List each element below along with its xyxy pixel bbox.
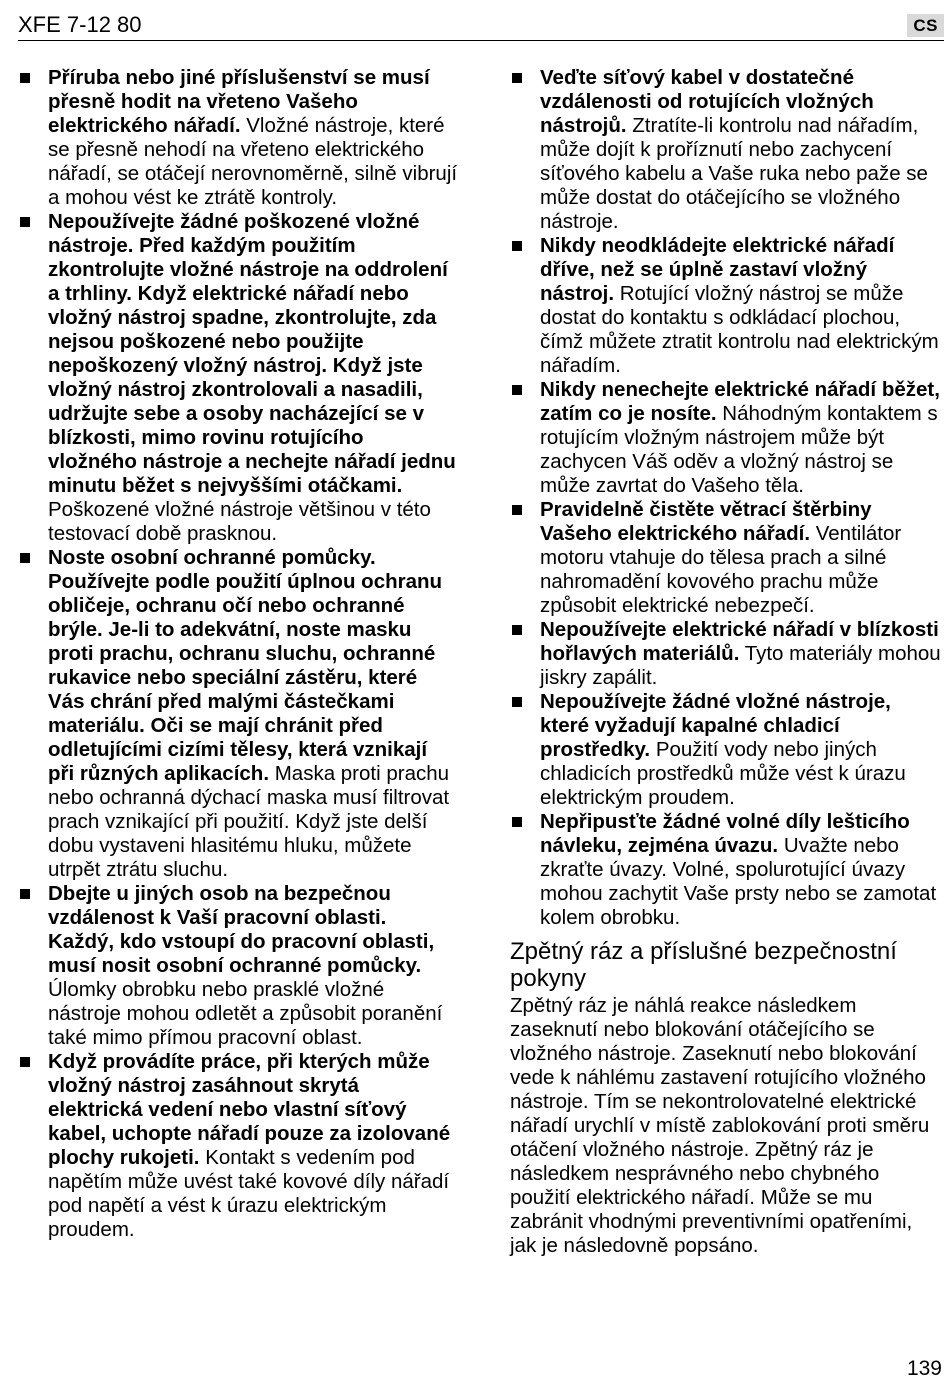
safety-item [510, 810, 942, 930]
safety-item [510, 234, 942, 378]
item-text: Vložné nástroje, které se přesně nehodí na vřeteno elektrického nářadí, se otáčejí nerovnoměrně, silně vibrují a mohou vést ke ztrátě kontroly. [48, 114, 458, 209]
item-bold-text: Nikdy neodkládejte elektrické nářadí dříve, než se úplně zastaví vložný nástroj. [540, 234, 895, 305]
item-bold-text: Veďte síťový kabel v dostatečné vzdálenosti od rotujících vložných nástrojů. [540, 66, 874, 137]
bullet-icon [20, 889, 30, 899]
bullet-icon [20, 1057, 30, 1067]
bullet-icon [512, 817, 522, 827]
item-bold-text: Pravidelně čistěte větrací štěrbiny Vašeho elektrického nářadí. [540, 498, 872, 545]
item-bold-text: Nepřipusťte žádné volné díly lešticího návleku, zejména úvazu. [540, 810, 910, 857]
item-text: Použití vody nebo jiných chladicích prostředků může vést k úrazu elektrickým proudem. [540, 738, 906, 809]
item-bold-text: Noste osobní ochranné pomůcky. Používejte podle použití úplnou ochranu obličeje, ochranu očí nebo ochranné brýle. Je-li to adekvátní, noste masku proti prachu, ochranu sluchu, ochranné rukavice nebo speciální zástěru, které Vás chrání před malými částečkami materiálu. Oči se mají chránit před odletujícími cizími tělesy, která vznikají při různých aplikacích. [48, 546, 443, 785]
safety-item [18, 66, 458, 210]
left-column [18, 66, 458, 1242]
item-bold-text: Dbejte u jiných osob na bezpečnou vzdálenost k Vaší pracovní oblasti. Každý, kdo vstoupí do pracovní oblasti, musí nosit osobní ochranné pomůcky. [48, 882, 435, 977]
safety-item [18, 546, 458, 882]
item-text: Rotující vložný nástroj se může dostat do kontaktu s odkládací plochou, čímž můžete ztratit kontrolu nad elektrickým nářadím. [540, 282, 939, 377]
item-text: Ventilátor motoru vtahuje do tělesa prach a silné nahromadění kovového prachu může způsobit elektrické nebezpečí. [540, 522, 902, 617]
safety-item [18, 1050, 458, 1242]
language-badge: CS [907, 14, 944, 37]
page-header [18, 8, 944, 41]
safety-item [510, 378, 942, 498]
item-text: Kontakt s vedením pod napětím může uvést také kovové díly nářadí pod napětí a vést k úrazu elektrickým proudem. [48, 1146, 450, 1241]
right-column [510, 66, 942, 1258]
bullet-icon [512, 241, 522, 251]
item-text: Uvažte nebo zkraťte úvazy. Volné, spolurotující úvazy mohou zachytit Vaše prsty nebo se zamotat kolem obrobku. [540, 834, 937, 929]
page-number: 139 [906, 1357, 942, 1380]
model-name: XFE 7-12 80 [18, 12, 142, 37]
safety-item [510, 618, 942, 690]
item-text: Úlomky obrobku nebo prasklé vložné nástroje mohou odletět a způsobit poranění také mimo přímou pracovní oblast. [48, 978, 443, 1049]
bullet-icon [20, 217, 30, 227]
item-text: Náhodným kontaktem s rotujícím vložným nástrojem může být zachycen Váš oděv a vložný nástroj se může zavrtat do Vašeho těla. [540, 402, 938, 497]
bullet-icon [512, 505, 522, 515]
item-text: Poškozené vložné nástroje většinou v této testovací době prasknou. [48, 498, 431, 545]
bullet-icon [20, 553, 30, 563]
item-bold-text: Nepoužívejte žádné poškozené vložné nástroje. Před každým použitím zkontrolujte vložné nástroje na oddrolení a trhliny. Když elektrické nářadí nebo vložný nástroj spadne, zkontrolujte, zda nejsou poškozené nebo použijte nepoškozený vložný nástroj. Když jste vložný nástroj zkontrolovali a nasadili, udržujte sebe a osoby nacházející se v blízkosti, mimo rovinu rotujícího vložného nástroje a nechejte nářadí jednu minutu běžet s nejvyššími otáčkami. [48, 210, 456, 497]
item-text: Tyto materiály mohou jiskry zapálit. [540, 642, 941, 689]
item-text: Maska proti prachu nebo ochranná dýchací maska musí filtrovat prach vznikající při použití. Když jste delší dobu vystaveni hlasitému hluku, můžete utrpět ztrátu sluchu. [48, 762, 450, 881]
bullet-icon [512, 697, 522, 707]
item-bold-text: Když provádíte práce, při kterých může vložný nástroj zasáhnout skrytá elektrická vedení nebo vlastní síťový kabel, uchopte nářadí pouze za izolované plochy rukojeti. [48, 1050, 451, 1169]
bullet-icon [512, 625, 522, 635]
item-bold-text: Nikdy nenechejte elektrické nářadí běžet, zatím co je nosíte. [540, 378, 940, 425]
item-bold-text: Nepoužívejte elektrické nářadí v blízkosti hořlavých materiálů. [540, 618, 939, 665]
safety-item [18, 210, 458, 546]
section-heading: Zpětný ráz a příslušné bezpečnostní pokyny [510, 938, 897, 992]
bullet-icon [512, 73, 522, 83]
bullet-icon [512, 385, 522, 395]
item-bold-text: Nepoužívejte žádné vložné nástroje, které vyžadují kapalné chladicí prostředky. [540, 690, 891, 761]
safety-item [18, 882, 458, 1050]
safety-item [510, 690, 942, 810]
item-text: Ztratíte-li kontrolu nad nářadím, může dojít k proříznutí nebo zachycení síťového kabelu a Vaše ruka nebo paže se může dostat do otáčejícího se vložného nástroje. [540, 114, 928, 233]
safety-item [510, 66, 942, 234]
section-body: Zpětný ráz je náhlá reakce následkem zaseknutí nebo blokování otáčejícího se vložného nástroje. Zaseknutí nebo blokování vede k náhlému zastavení rotujícího vložného nástroje. Tím se nekontrolovatelné elektrické nářadí urychlí v místě zablokování proti směru otáčení vložného nástroje. Zpětný ráz je následkem nesprávného nebo chybného použití elektrického nářadí. Může se mu zabránit vhodnými preventivními opatřeními, jak je následovně popsáno. [510, 994, 930, 1257]
safety-item [510, 498, 942, 618]
bullet-icon [20, 73, 30, 83]
item-bold-text: Příruba nebo jiné příslušenství se musí přesně hodit na vřeteno Vašeho elektrického nářadí. [48, 66, 430, 137]
